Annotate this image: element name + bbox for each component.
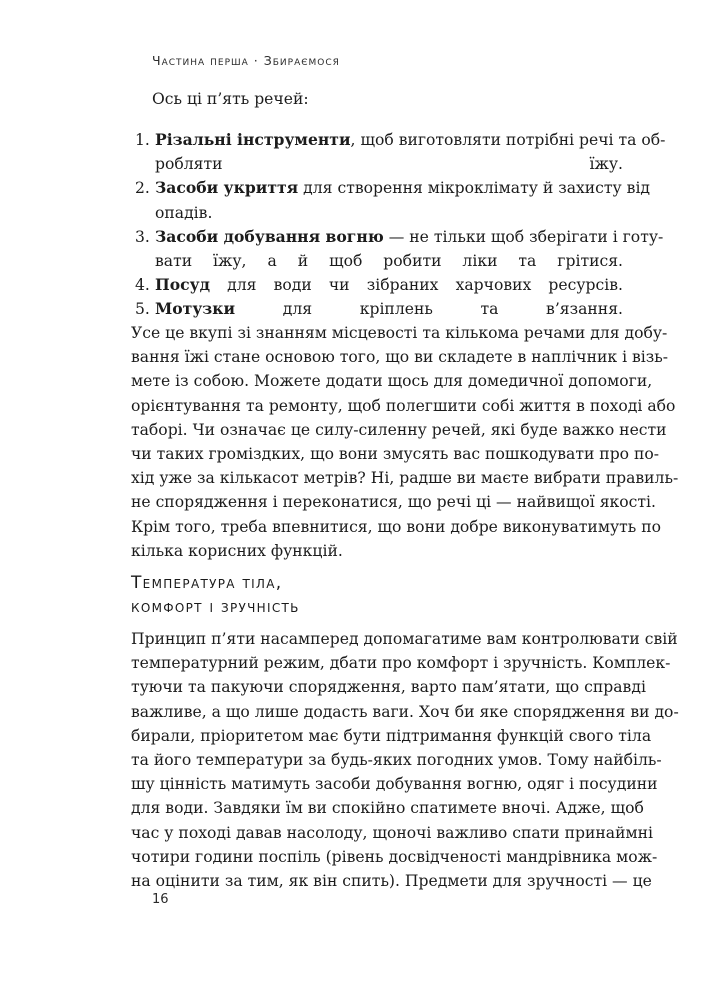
list-term: Посуд: [155, 275, 210, 295]
text-line: температурний режим, дбати про комфорт і зручність. Комплек-: [131, 654, 671, 673]
text-line: орієнтування та ремонту, щоб полегшити собі життя в поході або: [131, 396, 676, 415]
text-line: не спорядження і переконатися, що речі ці — найвищої якості.: [131, 493, 656, 512]
list-text: для кріплень та в’язання.: [235, 300, 623, 319]
text-line: Принцип п’яти насамперед допомагатиме вам контролювати свій: [131, 630, 678, 648]
list-number: 3.: [135, 227, 150, 246]
heading-line: Температура тіла,: [131, 573, 283, 593]
section-heading: [131, 571, 300, 619]
paragraph-1: [131, 321, 679, 563]
list-term: Мотузки: [155, 299, 236, 319]
list-term: Засоби укриття: [155, 178, 299, 198]
list-text: для води чи зібраних харчових ресурсів.: [210, 276, 623, 295]
paragraph-2: [131, 627, 679, 893]
text-line: вання їжі стане основою того, що ви складете в наплічник і візь-: [131, 348, 669, 367]
page-number: 16: [152, 892, 169, 907]
list-text-cont: опадів.: [155, 203, 213, 222]
text-line: Усе це вкупі зі знанням місцевості та кількома речами для добу-: [131, 324, 668, 342]
text-line: чи таких громіздких, що вони змусять вас пошкодувати про по-: [131, 444, 660, 463]
list-item: [131, 225, 664, 273]
text-line: шу цінність матимуть засоби добування вогню, одяг і посудини: [131, 775, 658, 794]
list-term: Різальні інструменти: [155, 130, 351, 149]
list-item: [131, 297, 623, 321]
numbered-list: [131, 128, 666, 322]
intro-line: Ось ці п’ять речей:: [152, 90, 309, 108]
list-text-cont: робляти їжу.: [155, 155, 623, 174]
text-line: кілька корисних функцій.: [131, 541, 343, 560]
text-line: час у поході давав насолоду, щоночі важливо спати принаймні: [131, 823, 653, 842]
text-line: таборі. Чи означає це силу-силенну речей, які буде важко нести: [131, 420, 667, 439]
text-line: бирали, пріоритетом має бути підтримання функцій свого тіла: [131, 726, 652, 745]
list-text-cont: вати їжу, а й щоб робити ліки та грітися.: [155, 251, 623, 270]
list-text: для створення мікроклімату й захисту від: [298, 179, 651, 198]
list-text: , щоб виготовляти потрібні речі та об-: [350, 131, 666, 149]
text-line: хід уже за кількасот метрів? Ні, радше ви маєте вибрати правиль-: [131, 469, 679, 488]
list-item: [131, 273, 623, 297]
list-term: Засоби добування вогню: [155, 226, 384, 246]
list-number: 5.: [135, 300, 150, 319]
list-text: — не тільки щоб зберігати і готу-: [383, 227, 664, 246]
running-head: Частина перша · Збираємося: [152, 53, 340, 68]
heading-line: комфорт і зручність: [131, 597, 300, 618]
list-item: [131, 128, 666, 176]
list-number: 2.: [135, 179, 150, 198]
text-line: чотири години поспіль (рівень досвідченості мандрівника мож-: [131, 847, 658, 866]
text-line: туючи та пакуючи спорядження, варто пам’ятати, що справді: [131, 678, 646, 697]
text-line: та його температури за будь-яких погодних умов. Тому найбіль-: [131, 750, 662, 769]
list-item: [131, 176, 651, 224]
list-number: 4.: [135, 276, 150, 295]
list-number: 1.: [135, 131, 150, 149]
text-line: на оцінити за тим, як він спить). Предмети для зручності — це: [131, 871, 652, 890]
text-line: для води. Завдяки їм ви спокійно спатимете вночі. Адже, щоб: [131, 799, 644, 818]
text-line: мете із собою. Можете додати щось для домедичної допомоги,: [131, 372, 653, 391]
text-line: Крім того, треба впевнитися, що вони добре виконуватимуть по: [131, 517, 661, 536]
text-line: важливе, а що лише додасть ваги. Хоч би яке спорядження ви до-: [131, 702, 679, 721]
